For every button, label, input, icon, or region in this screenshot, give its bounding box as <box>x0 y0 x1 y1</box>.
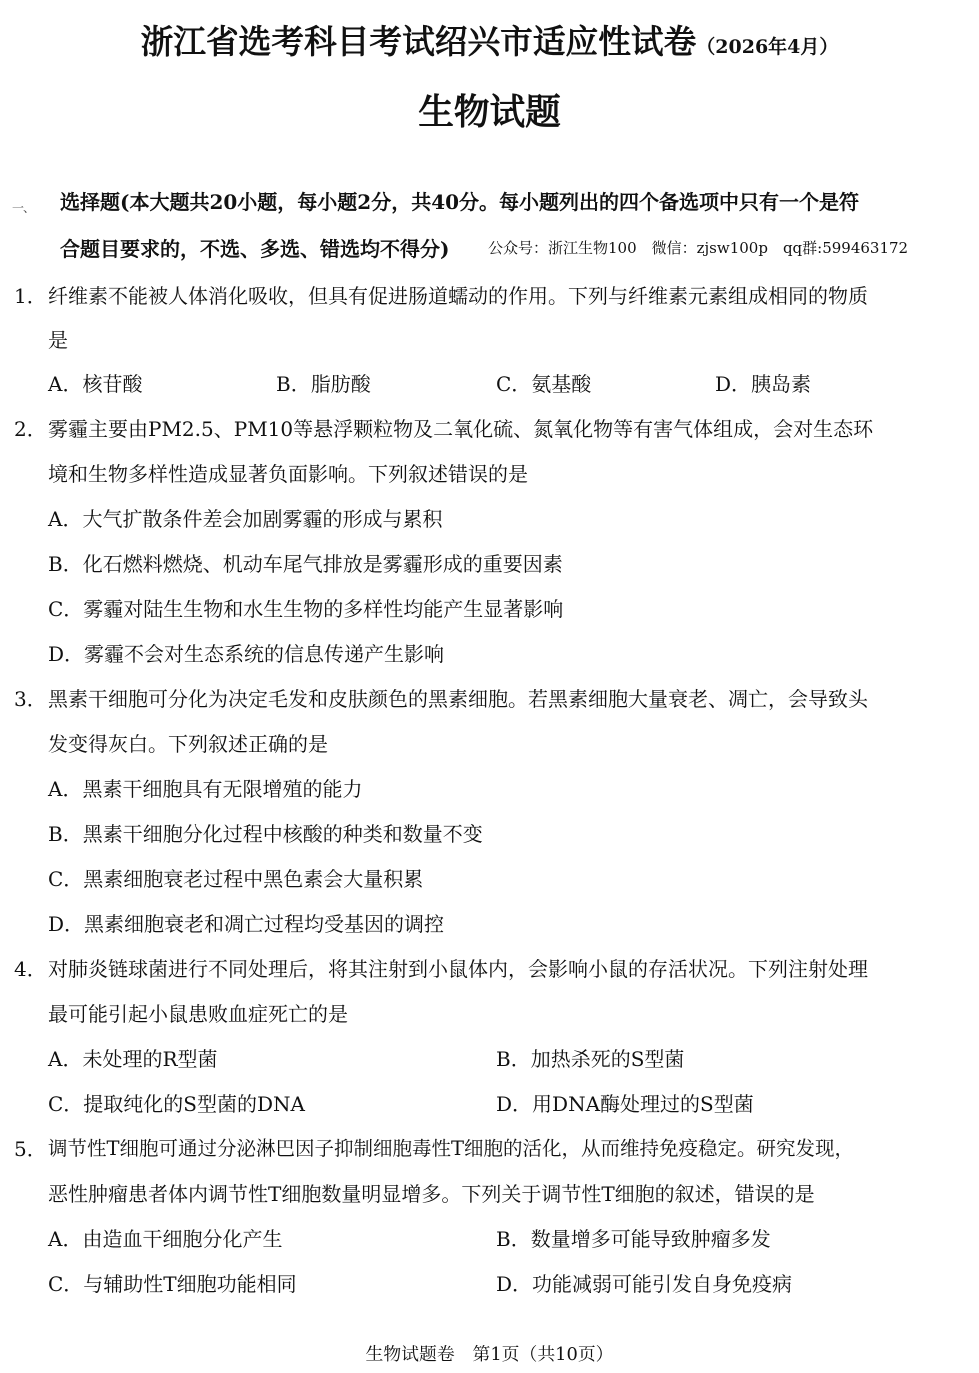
question-5-line1: 调节性T细胞可通过分泌淋巴因子抑制细胞毒性T细胞的活化，从而维持免疫稳定。研究发现， <box>48 1137 855 1160</box>
question-5-line2: 恶性肿瘤患者体内调节性T细胞数量明显增多。下列关于调节性T细胞的叙述，错误的是 <box>48 1182 815 1206</box>
question-3-option-b: B．黑素干细胞分化过程中核酸的种类和数量不变 <box>48 822 483 846</box>
question-5-option-d: D．功能减弱可能引发自身免疫病 <box>496 1272 793 1296</box>
question-2-option-d: D．雾霾不会对生态系统的信息传递产生影响 <box>48 642 445 666</box>
question-2-line1: 雾霾主要由PM2.5、PM10等悬浮颗粒物及二氧化硫、氮氧化物等有害气体组成，会对生态环 <box>48 417 874 441</box>
question-1-option-b: B．脂肪酸 <box>276 372 371 396</box>
subject-title: 生物试题 <box>418 92 561 133</box>
question-1-number: 1． <box>14 284 47 308</box>
question-4-option-b: B．加热杀死的S型菌 <box>496 1047 685 1071</box>
question-4-option-a: A．未处理的R型菌 <box>48 1047 218 1071</box>
title-text: 浙江省选考科目考试绍兴市适应性试卷 <box>140 22 697 61</box>
question-5-option-b: B．数量增多可能导致肿瘤多发 <box>496 1227 771 1251</box>
question-1-line1: 纤维素不能被人体消化吸收，但具有促进肠道蠕动的作用。下列与纤维素元素组成相同的物质 <box>48 284 868 308</box>
question-4-line2: 最可能引起小鼠患败血症死亡的是 <box>48 1002 348 1026</box>
question-4-option-c: C．提取纯化的S型菌的DNA <box>48 1092 305 1116</box>
question-1-option-a: A．核苷酸 <box>48 372 143 396</box>
watermark-contact: 公众号：浙江生物100 微信：zjsw100p qq群:599463172 <box>488 239 909 257</box>
question-3-option-a: A．黑素干细胞具有无限增殖的能力 <box>48 777 363 801</box>
section-instruction-line1: 选择题(本大题共20小题，每小题2分，共40分。每小题列出的四个备选项中只有一个是符 <box>60 190 860 214</box>
question-2-number: 2． <box>14 417 47 441</box>
question-1-option-c: C．氨基酸 <box>496 372 592 396</box>
question-2-option-c: C．雾霾对陆生生物和水生生物的多样性均能产生显著影响 <box>48 597 564 621</box>
page-footer: 生物试题卷 第1页（共10页） <box>365 1344 614 1365</box>
question-4-line1: 对肺炎链球菌进行不同处理后，将其注射到小鼠体内，会影响小鼠的存活状况。下列注射处理 <box>48 957 868 981</box>
question-3-line1: 黑素干细胞可分化为决定毛发和皮肤颜色的黑素细胞。若黑素细胞大量衰老、凋亡，会导致头 <box>48 687 868 711</box>
question-3-option-c: C．黑素细胞衰老过程中黑色素会大量积累 <box>48 867 424 891</box>
question-4-option-d: D．用DNA酶处理过的S型菌 <box>496 1092 754 1116</box>
question-5-number: 5． <box>14 1137 47 1161</box>
question-2-option-b: B．化石燃料燃烧、机动车尾气排放是雾霾形成的重要因素 <box>48 552 563 576</box>
question-2-line2: 境和生物多样性造成显著负面影响。下列叙述错误的是 <box>48 462 528 486</box>
question-2-option-a: A．大气扩散条件差会加剧雾霾的形成与累积 <box>48 507 443 531</box>
question-5-option-a: A．由造血干细胞分化产生 <box>48 1227 283 1251</box>
question-1-option-d: D．胰岛素 <box>715 372 812 396</box>
section-mark: 一、 <box>12 201 35 215</box>
question-3-number: 3． <box>14 687 47 711</box>
question-3-option-d: D．黑素细胞衰老和凋亡过程均受基因的调控 <box>48 912 445 936</box>
question-4-number: 4． <box>14 957 47 981</box>
section-instruction-line2: 合题目要求的，不选、多选、错选均不得分) <box>60 237 450 261</box>
question-3-line2: 发变得灰白。下列叙述正确的是 <box>48 732 328 756</box>
question-1-line2: 是 <box>48 328 68 352</box>
question-5-option-c: C．与辅助性T细胞功能相同 <box>48 1272 297 1296</box>
page-title <box>0 16 979 63</box>
exam-date: （2026年4月） <box>696 36 839 58</box>
